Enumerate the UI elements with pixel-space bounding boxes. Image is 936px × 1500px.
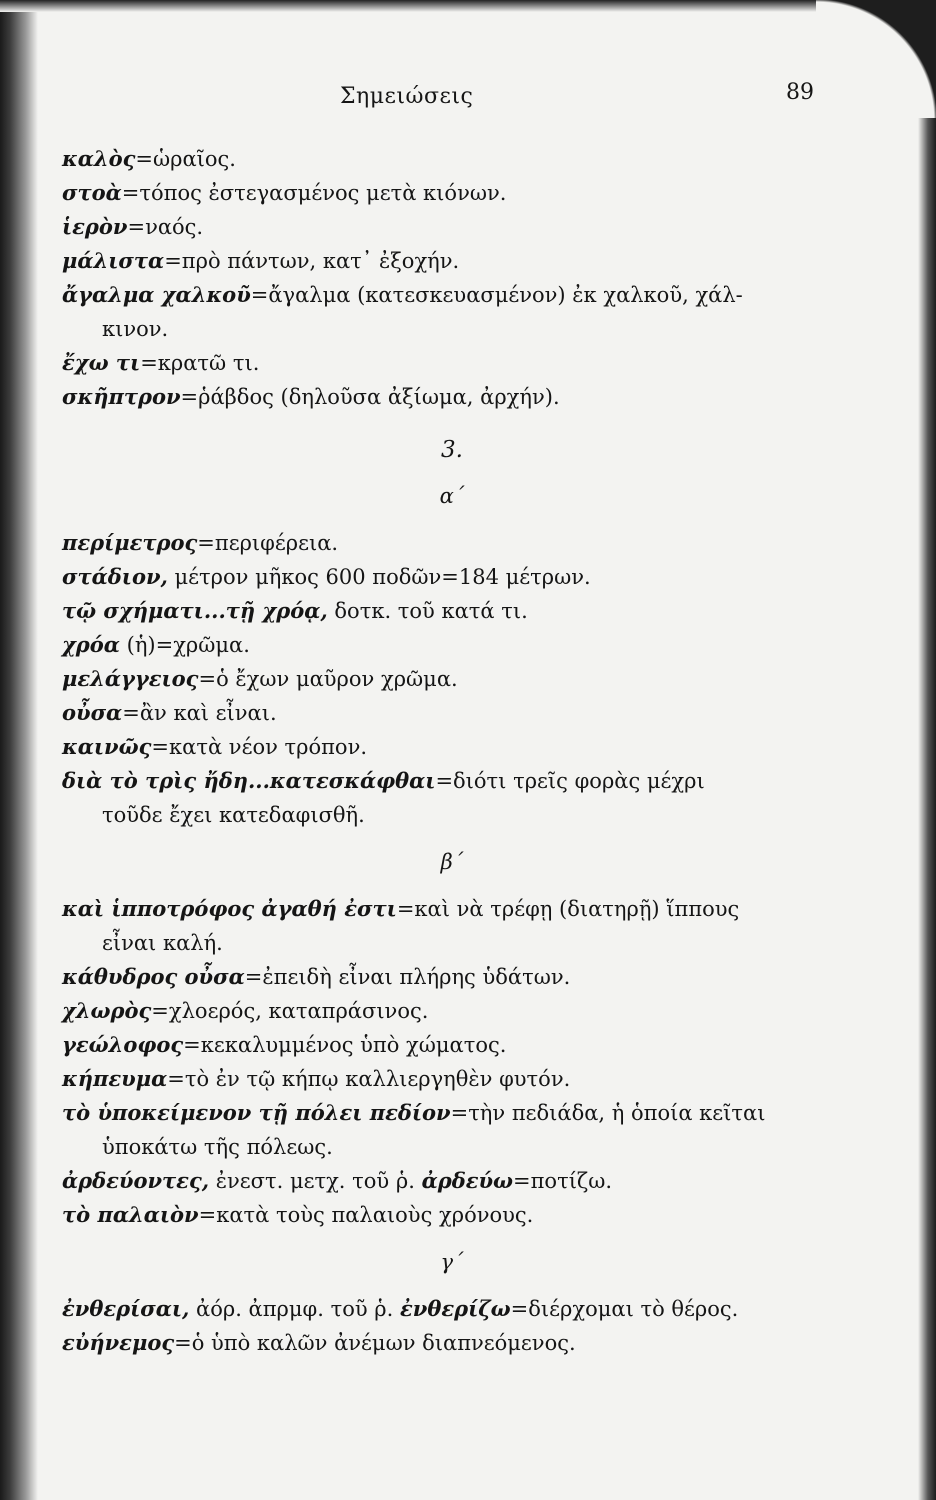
- subsection-heading-a: α΄: [439, 484, 465, 508]
- subsection-heading-c: γ΄: [440, 1250, 464, 1274]
- gloss-entry: [62, 1198, 802, 1232]
- gloss-term: ἄγαλμα χαλκοῦ: [62, 282, 251, 307]
- gloss-definition: =ῥάβδος (δηλοῦσα ἀξίωμα, ἀρχήν).: [180, 385, 560, 409]
- gloss-definition: =διέρχομαι τὸ θέρος.: [510, 1297, 739, 1321]
- gloss-entry: [62, 278, 802, 312]
- gloss-term: καινῶς: [62, 734, 152, 759]
- gloss-definition: =ὁ ὑπὸ καλῶν ἀνέμων διαπνεόμενος.: [174, 1331, 576, 1355]
- gloss-term: περίμετρος: [62, 530, 198, 555]
- gloss-entry: [62, 1164, 802, 1198]
- gloss-term: μελάγγειος: [62, 666, 199, 691]
- gloss-entry: [62, 594, 802, 628]
- gloss-definition: μέτρον μῆκος 600 ποδῶν=184 μέτρων.: [167, 565, 591, 589]
- gloss-term: στοὰ: [62, 180, 122, 205]
- page-left-edge-shadow: [0, 0, 38, 1500]
- gloss-continuation: κινον.: [102, 317, 169, 341]
- gloss-entry: [62, 560, 802, 594]
- gloss-term: στάδιον,: [62, 564, 168, 589]
- page-number: 89: [786, 80, 814, 105]
- gloss-term: ἀρδεύοντες,: [62, 1168, 210, 1193]
- gloss-entry: [62, 1292, 802, 1326]
- gloss-entry: [62, 1028, 802, 1062]
- gloss-term: ἀρδεύω: [421, 1168, 514, 1193]
- gloss-definition: ἀόρ. ἀπρμφ. τοῦ ῥ.: [189, 1297, 400, 1321]
- gloss-entry: [62, 628, 802, 662]
- gloss-term: κήπευμα: [62, 1066, 168, 1091]
- gloss-definition: =ἄγαλμα (κατεσκευασμένον) ἐκ χαλκοῦ, χάλ-: [250, 283, 743, 307]
- gloss-entry: [62, 526, 802, 560]
- gloss-definition: =ὁ ἔχων μαῦρον χρῶμα.: [198, 667, 458, 691]
- gloss-term: οὖσα: [62, 700, 123, 725]
- gloss-definition: =τόπος ἐστεγασμένος μετὰ κιόνων.: [121, 181, 507, 205]
- gloss-definition: =κατὰ νέον τρόπον.: [151, 735, 368, 759]
- gloss-term: καλὸς: [62, 146, 136, 171]
- gloss-term: εὐήνεμος: [62, 1330, 175, 1355]
- gloss-term: μάλιστα: [62, 248, 165, 273]
- gloss-definition: =τὴν πεδιάδα, ἡ ὁποία κεῖται: [450, 1101, 766, 1125]
- gloss-entry: [62, 764, 802, 798]
- gloss-entry: [62, 176, 802, 210]
- gloss-definition: =κεκαλυμμένος ὑπὸ χώματος.: [183, 1033, 507, 1057]
- gloss-definition: δοτκ. τοῦ κατά τι.: [327, 599, 528, 623]
- gloss-definition: =ὡραῖος.: [135, 147, 236, 171]
- gloss-term: γεώλοφος: [62, 1032, 184, 1057]
- gloss-definition: =περιφέρεια.: [197, 531, 339, 555]
- page-header: [0, 80, 936, 120]
- gloss-entry: [62, 696, 802, 730]
- gloss-term: ἔχω τι: [62, 350, 141, 375]
- gloss-entry: [62, 994, 802, 1028]
- gloss-term: καὶ ἱπποτρόφος ἀγαθή ἐστι: [62, 896, 397, 921]
- gloss-definition: =ἐπειδὴ εἶναι πλήρης ὑδάτων.: [244, 965, 571, 989]
- gloss-term: διὰ τὸ τρὶς ἤδη...κατεσκάφθαι: [62, 768, 436, 793]
- running-head: Σημειώσεις: [340, 84, 474, 109]
- gloss-term: τὸ ὑποκείμενον τῇ πόλει πεδίον: [62, 1100, 451, 1125]
- gloss-entry: [62, 1062, 802, 1096]
- gloss-continuation: εἶναι καλή.: [102, 931, 223, 955]
- gloss-entry: [62, 892, 802, 926]
- gloss-definition: (ἡ)=χρῶμα.: [119, 633, 250, 657]
- gloss-definition: =ναός.: [127, 215, 204, 239]
- gloss-continuation: ὑποκάτω τῆς πόλεως.: [102, 1135, 333, 1159]
- gloss-term: ἱερὸν: [62, 214, 128, 239]
- gloss-entry: [62, 960, 802, 994]
- gloss-definition: =χλοερός, καταπράσινος.: [151, 999, 429, 1023]
- gloss-definition: =κατὰ τοὺς παλαιοὺς χρόνους.: [198, 1203, 534, 1227]
- gloss-entry: [62, 142, 802, 176]
- gloss-continuation: τοῦδε ἔχει κατεδαφισθῆ.: [102, 803, 365, 827]
- gloss-entry: [62, 730, 802, 764]
- gloss-term: τῷ σχήματι...τῇ χρόᾳ,: [62, 598, 328, 623]
- gloss-definition: ἐνεστ. μετχ. τοῦ ῥ.: [209, 1169, 422, 1193]
- page-top-edge-shadow: [0, 0, 936, 12]
- gloss-entry: [62, 244, 802, 278]
- gloss-term: κάθυδρος οὖσα: [62, 964, 245, 989]
- gloss-definition: =τὸ ἐν τῷ κήπῳ καλλιεργηθὲν φυτόν.: [167, 1067, 571, 1091]
- gloss-definition: =καὶ νὰ τρέφῃ (διατηρῇ) ἵππους: [396, 897, 740, 921]
- gloss-entry: [62, 210, 802, 244]
- gloss-definition: =ἂν καὶ εἶναι.: [122, 701, 277, 725]
- gloss-term: σκῆπτρον: [62, 384, 181, 409]
- gloss-term: ἐνθερίζω: [400, 1296, 511, 1321]
- gloss-entry: [62, 1326, 802, 1360]
- gloss-definition: =κρατῶ τι.: [140, 351, 260, 375]
- section-heading-3: 3.: [441, 437, 463, 463]
- gloss-entry: [62, 380, 802, 414]
- gloss-entry: [62, 1096, 802, 1130]
- gloss-definition: =πρὸ πάντων, κατ᾽ ἐξοχήν.: [164, 249, 460, 273]
- gloss-term: τὸ παλαιὸν: [62, 1202, 199, 1227]
- gloss-term: χρόα: [62, 632, 120, 657]
- notes-body: [62, 142, 802, 1360]
- gloss-entry: [62, 346, 802, 380]
- subsection-heading-b: β΄: [440, 850, 464, 874]
- gloss-definition: =ποτίζω.: [513, 1169, 613, 1193]
- page-right-edge-shadow: [918, 118, 936, 1500]
- gloss-term: χλωρὸς: [62, 998, 152, 1023]
- gloss-entry: [62, 662, 802, 696]
- gloss-definition: =διότι τρεῖς φορὰς μέχρι: [435, 769, 705, 793]
- gloss-term: ἐνθερίσαι,: [62, 1296, 190, 1321]
